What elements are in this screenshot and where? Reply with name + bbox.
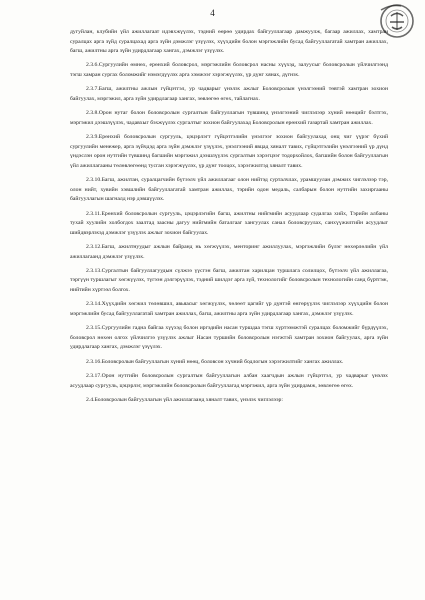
- paragraph-text: Боловсролын байгууллагын хүний нөөц, боловсон хүчний бодлогын хэрэгжилтийг хангах ажиллах.: [101, 358, 344, 365]
- paragraph-2-3-17: [70, 372, 388, 391]
- paragraph-text: Сургуулийн гадна байгаа хүүхэд болон иргэдийн насан туршдаа тэгш хүртээмжтэй суралцах боломжийг бүрдүүлэх, боловсрол нөхөн олгох үйлчилгээ үзүүлэх ажлыг Насан туршийн боловсролын нэгжтэй хамтран зохион байгуулах, арга зүйн удирдлагаар хангах, дэмжлэг үзүүлэх.: [70, 325, 388, 351]
- paragraph-number: 2.3.10.: [86, 177, 102, 184]
- paragraph-number: 2.3.9.: [86, 134, 99, 141]
- paragraph-2-3-14: [70, 300, 388, 319]
- paragraph: [70, 28, 388, 57]
- paragraph-2-3-16: [70, 358, 388, 368]
- page-number: 4: [210, 8, 215, 18]
- paragraph-number: 2.3.8.: [86, 110, 99, 117]
- paragraph-number: 2.3.13.: [86, 267, 102, 274]
- paragraph-number: 2.3.17.: [86, 372, 102, 379]
- paragraph-text: Орон нутгийн боловсролын сургалтын байгууллагын албан хаагчдын ажлын гүйцэтгэл, ур чадварыг үнэлэх асуудлаар сургууль, цэцэрлэг, мэргэжлийн боловсролын байгууллагад мэргэжил, арга зүйн удирдамж, зөвлөгөө өгөх.: [70, 372, 388, 389]
- paragraph-text: Багш, ажилтан, суралцагчийн бүтээлч үйл ажиллагааг олон нийтэд сурталчлах, урамшуулан дэмжих чиглэлээр тэр, олон нийт, хувийн хэвшлийн байгууллагатай хамтран ажиллах, тэрийн одон медаль, салбарын болон нутгийн захиргааны байгууллагын шагналд нэр дэвшүүлэх.: [70, 177, 388, 203]
- paragraph-2-3-15: [70, 324, 388, 353]
- paragraph-2-3-7: [70, 85, 388, 104]
- paragraph-2-4: [70, 396, 388, 406]
- paragraph-text: Багш, ажилтнуудыг ажлын байранд нь хөгжүүлэх, менторинг ажиллуулах, мэргэжлийн бүлэг нөхөрлөлийн үйл ажиллагаанд дэмжлэг үзүүлэх.: [70, 243, 388, 260]
- paragraph-text: Сургалтын байгууллагуудын сүлжээ үүсгэн багш, ажилтан харилцан туршлага солилцох, бүтээлч үйл ажиллагаа, тэргүүн туршлагыг хөгжүүлэх, түгээн дэлгэрүүлэх, тэдний шилдэг арга зүй, технологийг боловсролын технологийн санд бүртгэж, нийтийн хүртээл болгох.: [70, 267, 388, 293]
- paragraph-2-3-12: [70, 243, 388, 262]
- paragraph-2-3-9: [70, 133, 388, 171]
- paragraph-text: Орон нутаг болон боловсролын сургалтын байгууллагын түвшинд үнэлгээний чиглэлээр хүний нөөцийг бэлтгэх, мэргэжил дээшлүүлэх, чадавхыг бэхжүүлэх сургалтыг зохион байгуулахад Боловсролын ерөнхий газартай хамтран ажиллах.: [70, 110, 388, 126]
- paragraph-number: 2.3.15.: [86, 325, 102, 332]
- paragraph-2-3-11: [70, 210, 388, 239]
- paragraph-number: 2.3.7.: [86, 86, 99, 93]
- paragraph-text: Сургуулийн өмнөх, ерөнхий боловсрол, мэргэжлийн боловсрол насны хүүхэд, залуусыг боловсролын үйлчилгээнд тэгш хамран сургах боломжийг нэмэгдүүлэх арга хэмжээг хэрэгжүүлэх, үр дүнг хянах, дүгнэх.: [70, 62, 388, 78]
- paragraph-text: Багш, ажилтны ажлын гүйцэтгэл, ур чадварыг үнэлэх ажлыг Боловсролын үнэлгээний төвтэй хамтран зохион байгуулах, мэргэжил, арга зүйн удирдлагаар хангах, зөвлөгөө өгөх, тайлагнах.: [70, 86, 388, 102]
- paragraph-2-3-10: [70, 176, 388, 205]
- paragraph-2-3-6: [70, 61, 388, 80]
- paragraph-number: 2.3.12.: [86, 243, 102, 250]
- paragraph-2-3-13: [70, 267, 388, 296]
- document-body: [70, 28, 388, 410]
- paragraph-text: дугуйлан, клубийн үйл ажиллагаат идэвхжүүлэх, тэдний өөрөө удирдах байгууллагаар дамжуулж, багаар ажиллах, хамтран суралцах арга зүйд суралцахад арга зүйн дэмжлэг үзүүлэх, хүүхдийн болон мэргэжлийн бусад байгууллагатай хамтран ажиллах, багш, ажилтны арга зүйн удирдлагаар хангах, дэмжлэг үзүүлэх.: [70, 29, 388, 55]
- paragraph-text: Ерөнхий боловсролын сургууль, цэцэрлэгийн багш, ажилтны нийгмийн асуудлаар судалгаа хийх, Тэрийн албаны тухай хуулийн холбогдох заалтад заасны дагуу нийгмийн баталгааг хангуулах санал боловсруулах, санхүүжилтийн асуудлыг шийдвэрлэхэд дэмжлэг үзүүлэх ажлыг зохион байгуулах.: [70, 210, 388, 236]
- paragraph-number: 2.3.6.: [86, 62, 99, 69]
- paragraph-text: Ерөнхий боловсролын сургууль, цэцэрлэгт гүйцэтгэлийн үнэлгээг зохион байгуулахад онц чиг үүрэг бүхий сургуулийн менежер, арга зүйчдэд арга зүйн дэмжлэг үзүүлэх, үнэлгээний явцад хяналт тавих, гүйцэтгэлийн үнэлгээний үр дүнд үндэслэн орон нутгийн түвшинд багшийн мэргэжил дээшлүүлэх сургалтын хэрэгцээг тодорхойлох, багшийн болон байгууллагын үйл ажиллагааны төлөвлөгөөнд тусган хэрэгжүүлэх, үр дүнг тооцох, хэрэгжилтэд хяналт тавих.: [70, 134, 388, 169]
- paragraph-number: 2.3.14.: [86, 301, 102, 308]
- paragraph-text: Хүүхдийн хөгжил төлөвшил, авьяасыг хөгжүүлэх, чөлөөт цагийг үр дүнтэй өнгөрүүлэх чиглэлээр хүүхдийн болон мэргэжлийн бусад байгууллагатай хамтран ажиллах, багш, ажилтны арга зүйн удирдлагаар хангах, дэмжлэг үзүүлэх.: [70, 301, 388, 317]
- paragraph-number: 2.3.16.: [86, 358, 102, 365]
- paragraph-2-3-8: [70, 109, 388, 128]
- paragraph-number: 2.4.: [86, 396, 95, 403]
- paragraph-number: 2.3.11.: [86, 210, 102, 217]
- paragraph-text: Боловсролын байгууллагын үйл ажиллагаанд хяналт тавих, үнэлэх чиглэлээр:: [94, 396, 283, 403]
